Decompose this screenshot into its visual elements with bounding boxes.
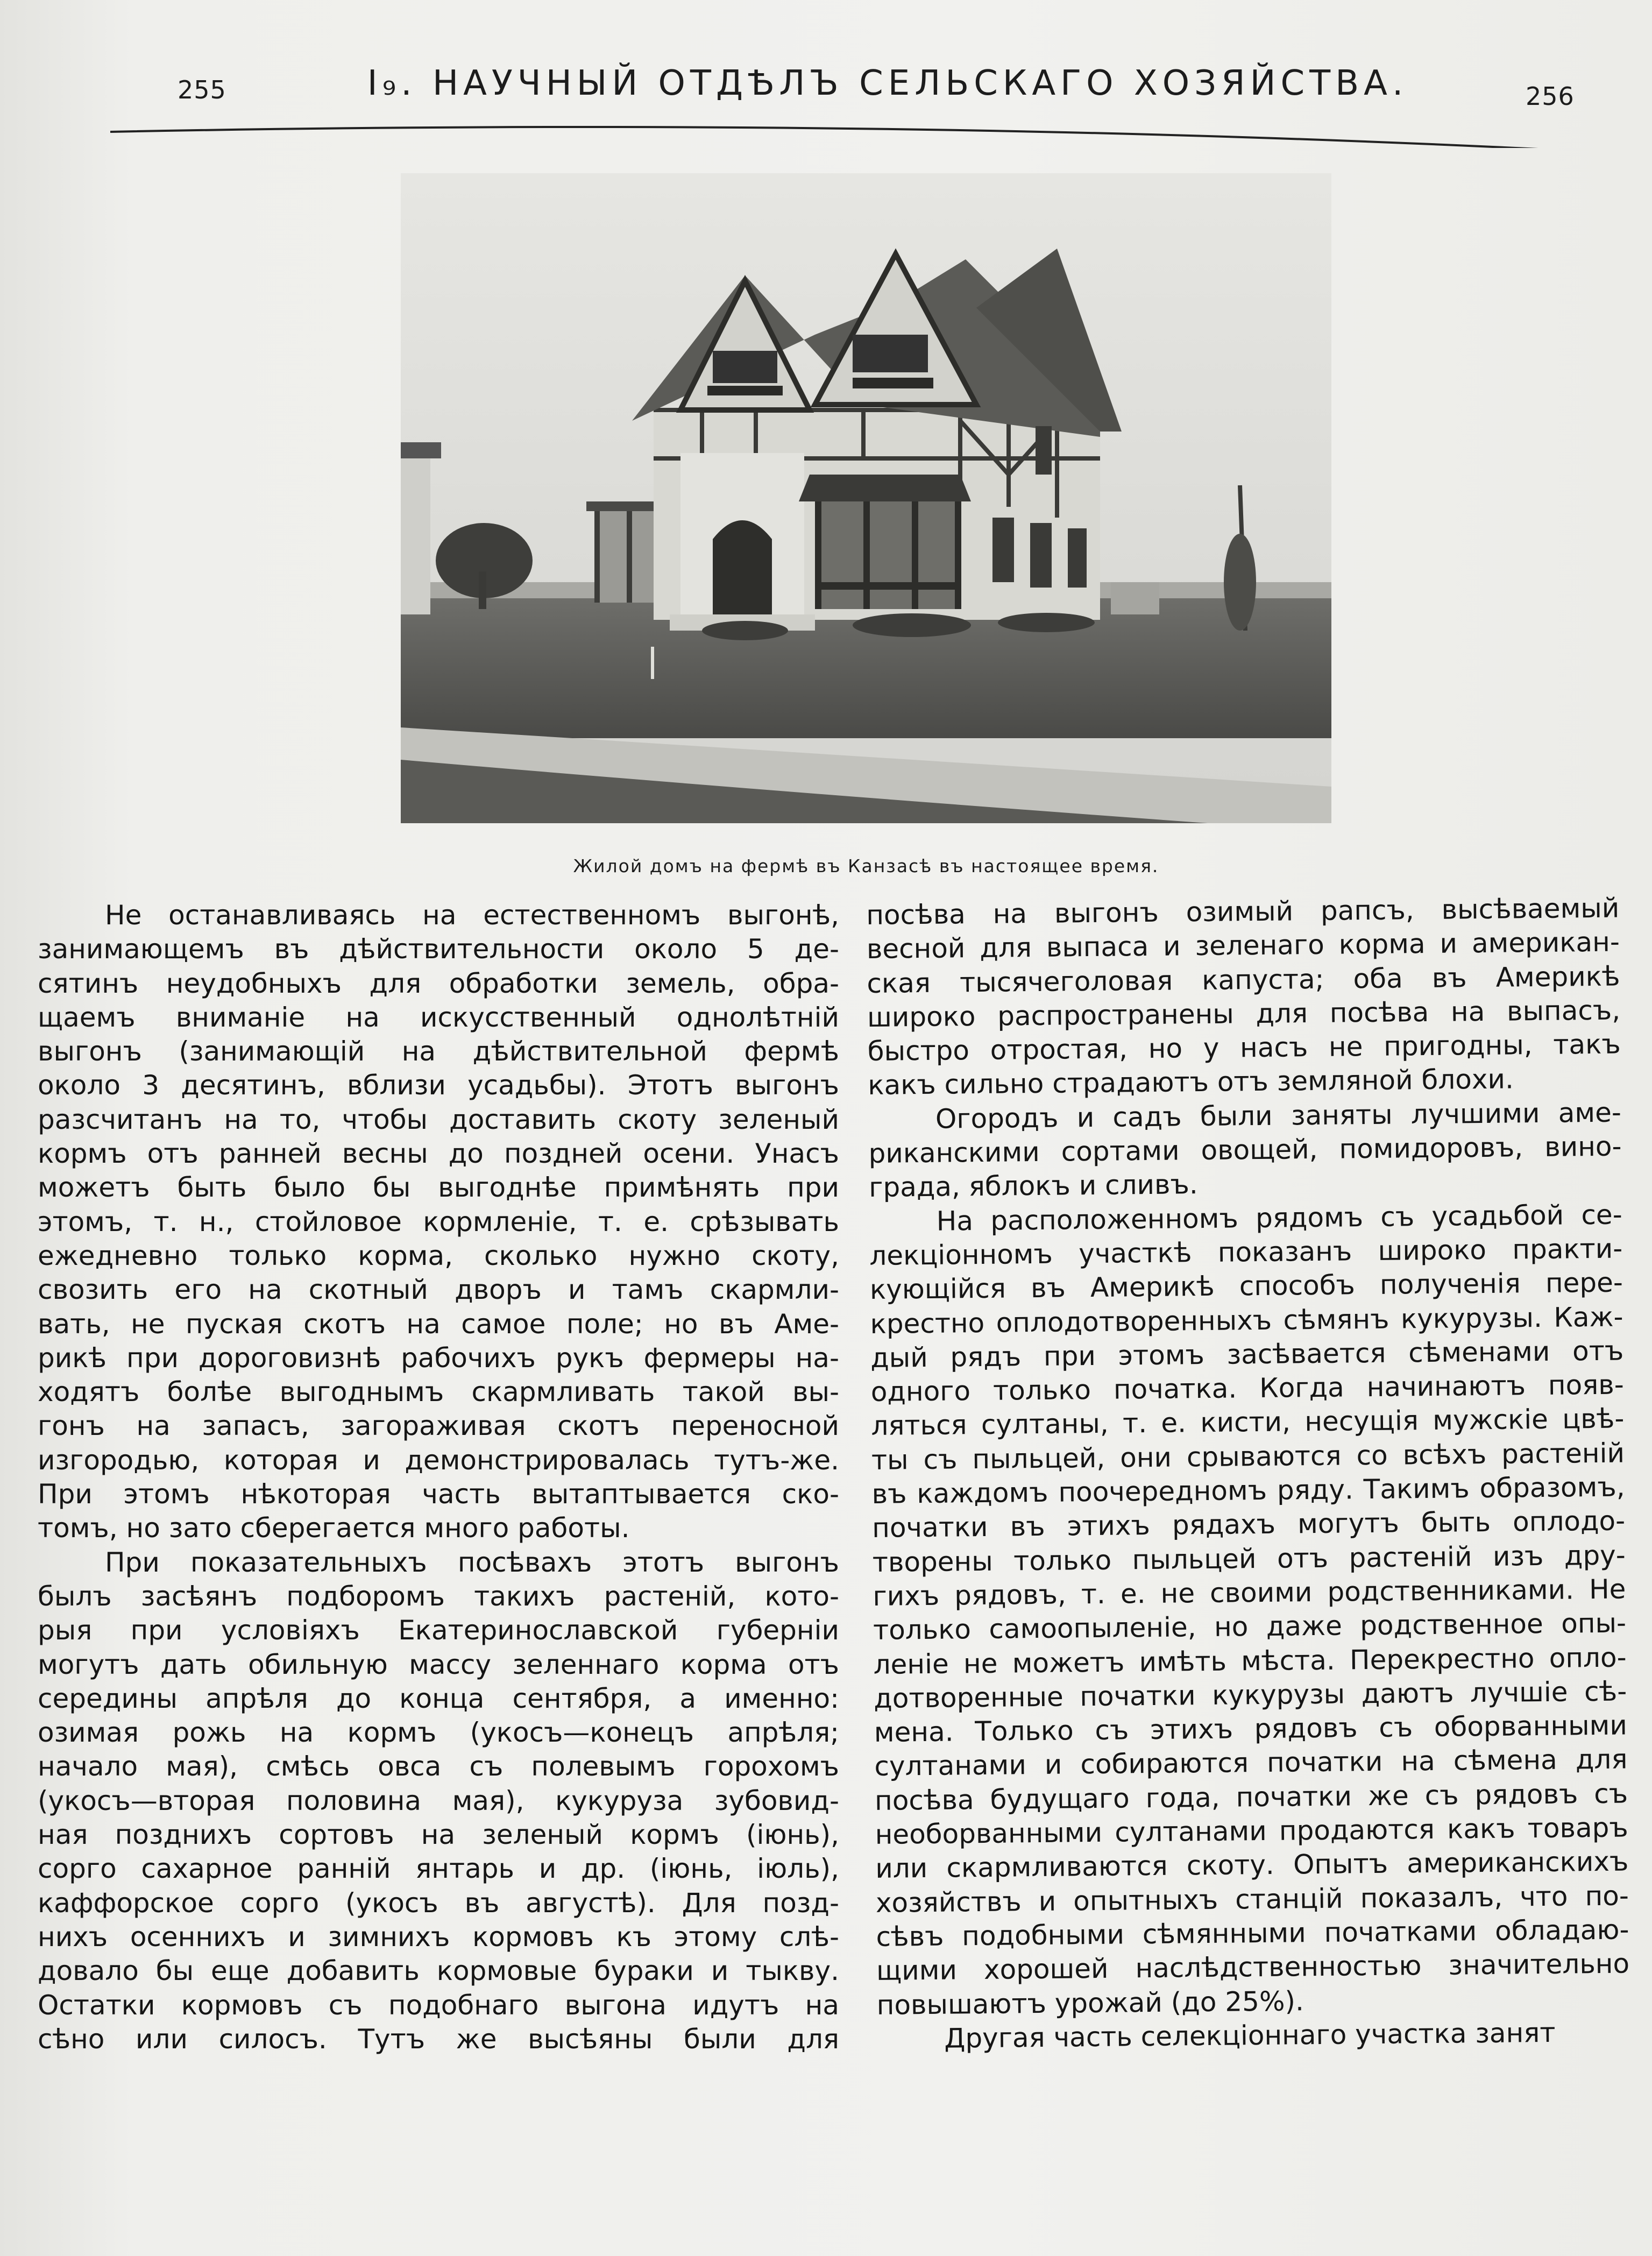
text-line: ная позднихъ сортовъ на зеленый кормъ (іюнь), <box>38 1819 839 1851</box>
header-rule <box>110 116 1623 148</box>
text-line: гонъ на запасъ, загораживая скотъ переносной <box>38 1410 839 1442</box>
page-number-right: 256 <box>1526 82 1575 111</box>
text-line: около 3 десятинъ, вблизи усадьбы). Этотъ выгонъ <box>38 1070 839 1101</box>
text-line: При показательныхъ посѣвахъ этотъ выгонъ <box>105 1546 839 1578</box>
text-column-right <box>866 892 1630 2056</box>
text-line: При этомъ нѣкоторая часть вытаптывается ско- <box>38 1479 839 1510</box>
text-line: ты съ пыльцей, они срываются со всѣхъ растеній <box>871 1437 1625 1476</box>
text-line: леніе не можетъ имѣть мѣста. Перекрестно опло- <box>873 1642 1627 1680</box>
text-line: лекціонномъ участкѣ показанъ широко практи- <box>869 1233 1623 1271</box>
text-line: изгородью, которая и демонстрировалась тутъ-же. <box>38 1444 839 1476</box>
text-line: разсчитанъ на то, чтобы доставить скоту зеленый <box>38 1104 839 1135</box>
farmhouse-illustration <box>401 173 1331 823</box>
text-line: гихъ рядовъ, т. е. не своими родственниками. Не <box>873 1573 1626 1612</box>
text-line: султанами и собираются початки на сѣмена для <box>874 1743 1628 1783</box>
text-line: щими хорошей наслѣдственностью значительно <box>876 1948 1630 1987</box>
text-line: свозить его на скотный дворъ и тамъ скармли- <box>38 1274 839 1306</box>
text-line: посѣва на выгонъ озимый рапсъ, высѣваемый <box>866 892 1620 931</box>
text-line: можетъ быть было бы выгоднѣе примѣнять при <box>38 1172 839 1204</box>
text-line: только самоопыленіе, но даже родственное опы- <box>873 1607 1627 1646</box>
text-line: риканскими сортами овощей, помидоровъ, вино- <box>868 1130 1622 1170</box>
text-line: дотворенные початки кукурузы даютъ лучшіе сѣ- <box>873 1675 1627 1714</box>
text-line: одного только початка. Когда начинаютъ появ- <box>870 1369 1625 1408</box>
text-line: Огородъ и садъ были заняты лучшими аме- <box>935 1097 1622 1135</box>
text-line: сятинъ неудобныхъ для обработки земель, обра- <box>38 967 839 999</box>
text-line: рикѣ при дороговизнѣ рабочихъ рукъ фермеры на- <box>38 1342 839 1374</box>
text-line: могутъ дать обильную массу зеленнаго корма отъ <box>38 1649 839 1680</box>
text-line: середины апрѣля до конца сентября, а именно: <box>38 1682 839 1714</box>
text-line: въ каждомъ поочередномъ ряду. Такимъ образомъ, <box>871 1471 1625 1510</box>
text-line: сѣвъ подобными сѣмянными початками обладаю- <box>876 1914 1629 1953</box>
text-line: этомъ, т. н., стойловое кормленіе, т. е. срѣзывать <box>38 1206 839 1237</box>
text-line: озимая рожь на кормъ (укосъ—конецъ апрѣля; <box>38 1717 839 1749</box>
text-line: сорго сахарное ранній янтарь и др. (іюнь, іюль), <box>38 1853 839 1885</box>
text-line: необорванными султанами продаются какъ товаръ <box>875 1812 1628 1850</box>
text-line: посѣва будущаго года, початки же съ рядовъ съ <box>874 1778 1628 1816</box>
text-line: занимающемъ въ дѣйствительности около 5 де- <box>38 933 839 965</box>
text-line: ежедневно только корма, сколько нужно скоту, <box>38 1240 839 1271</box>
text-line: хозяйствъ и опытныхъ станцій показалъ, что по- <box>875 1880 1629 1919</box>
text-line: дый рядъ при этомъ засѣвается сѣменами отъ <box>870 1335 1624 1374</box>
text-line: Остатки кормовъ съ подобнаго выгона идутъ на <box>38 1989 839 2021</box>
text-column-left <box>38 899 839 2056</box>
text-line: какъ сильно страдаютъ отъ земляной блохи. <box>868 1063 1514 1101</box>
text-line: повышаютъ урожай (до 25%). <box>876 1985 1304 2021</box>
text-line: выгонъ (занимающій на дѣйствительной фермѣ <box>38 1036 839 1067</box>
text-line: Другая часть селекціоннаго участка занят <box>944 2017 1556 2054</box>
text-line: Не останавливаясь на естественномъ выгонѣ, <box>105 900 839 931</box>
text-line: щаемъ вниманіе на искусственный однолѣтній <box>38 1001 839 1033</box>
text-line: довало бы еще добавить кормовые бураки и тыкву. <box>38 1955 839 1987</box>
text-line: града, яблокъ и сливъ. <box>868 1169 1198 1204</box>
text-line: кующійся въ Америкѣ способъ полученія пере- <box>869 1267 1623 1306</box>
text-line: кормъ отъ ранней весны до поздней осени. Унасъ <box>38 1138 839 1170</box>
text-line: сѣно или силосъ. Тутъ же высѣяны были для <box>38 2023 839 2055</box>
text-line: (укосъ—вторая половина мая), кукуруза зубовид- <box>38 1785 839 1816</box>
text-line: крестно оплодотворенныхъ сѣмянъ кукурузы. Каж- <box>870 1301 1623 1340</box>
text-line: ляться султаны, т. е. кисти, несущія мужскіе цвѣ- <box>871 1403 1625 1442</box>
text-line: ская тысячеголовая капуста; оба въ Америкѣ <box>867 960 1620 999</box>
text-line: рыя при условіяхъ Екатеринославской губерніи <box>38 1615 839 1646</box>
text-line: томъ, но зато сберегается много работы. <box>38 1512 630 1544</box>
running-title: I₉. НАУЧНЫЙ ОТДѢЛЪ СЕЛЬСКАГО ХОЗЯЙСТВА. <box>367 63 1408 103</box>
page-number-left: 255 <box>178 75 226 104</box>
text-line: быстро отростая, но у насъ не пригодны, такъ <box>867 1028 1621 1067</box>
text-line: широко распространены для посѣва на выпасъ, <box>867 994 1621 1033</box>
text-line: нихъ осеннихъ и зимнихъ кормовъ къ этому слѣ- <box>38 1921 839 1953</box>
text-line: ходятъ болѣе выгоднымъ скармливать такой вы- <box>38 1376 839 1408</box>
text-line: былъ засѣянъ подборомъ такихъ растеній, кото- <box>38 1580 839 1612</box>
farmhouse-photo <box>401 173 1331 823</box>
text-line: творены только пыльцей отъ растеній изъ дру- <box>872 1539 1626 1578</box>
text-line: весной для выпаса и зеленаго корма и американ- <box>866 926 1620 965</box>
text-line: мена. Только съ этихъ рядовъ съ оборванными <box>874 1709 1628 1749</box>
text-line: или скармливаются скоту. Опытъ американскихъ <box>875 1845 1629 1885</box>
text-line: начало мая), смѣсь овса съ полевымъ горохомъ <box>38 1751 839 1783</box>
photo-caption: Жилой домъ на фермѣ въ Канзасѣ въ настоящее время. <box>573 855 1159 876</box>
text-line: каффорское сорго (укосъ въ августѣ). Для позд- <box>38 1887 839 1919</box>
text-line: вать, не пуская скотъ на самое поле; но въ Аме- <box>38 1308 839 1340</box>
text-line: початки въ этихъ рядахъ могутъ быть оплодо- <box>871 1505 1626 1544</box>
text-line: На расположенномъ рядомъ съ усадьбой се- <box>936 1199 1622 1237</box>
